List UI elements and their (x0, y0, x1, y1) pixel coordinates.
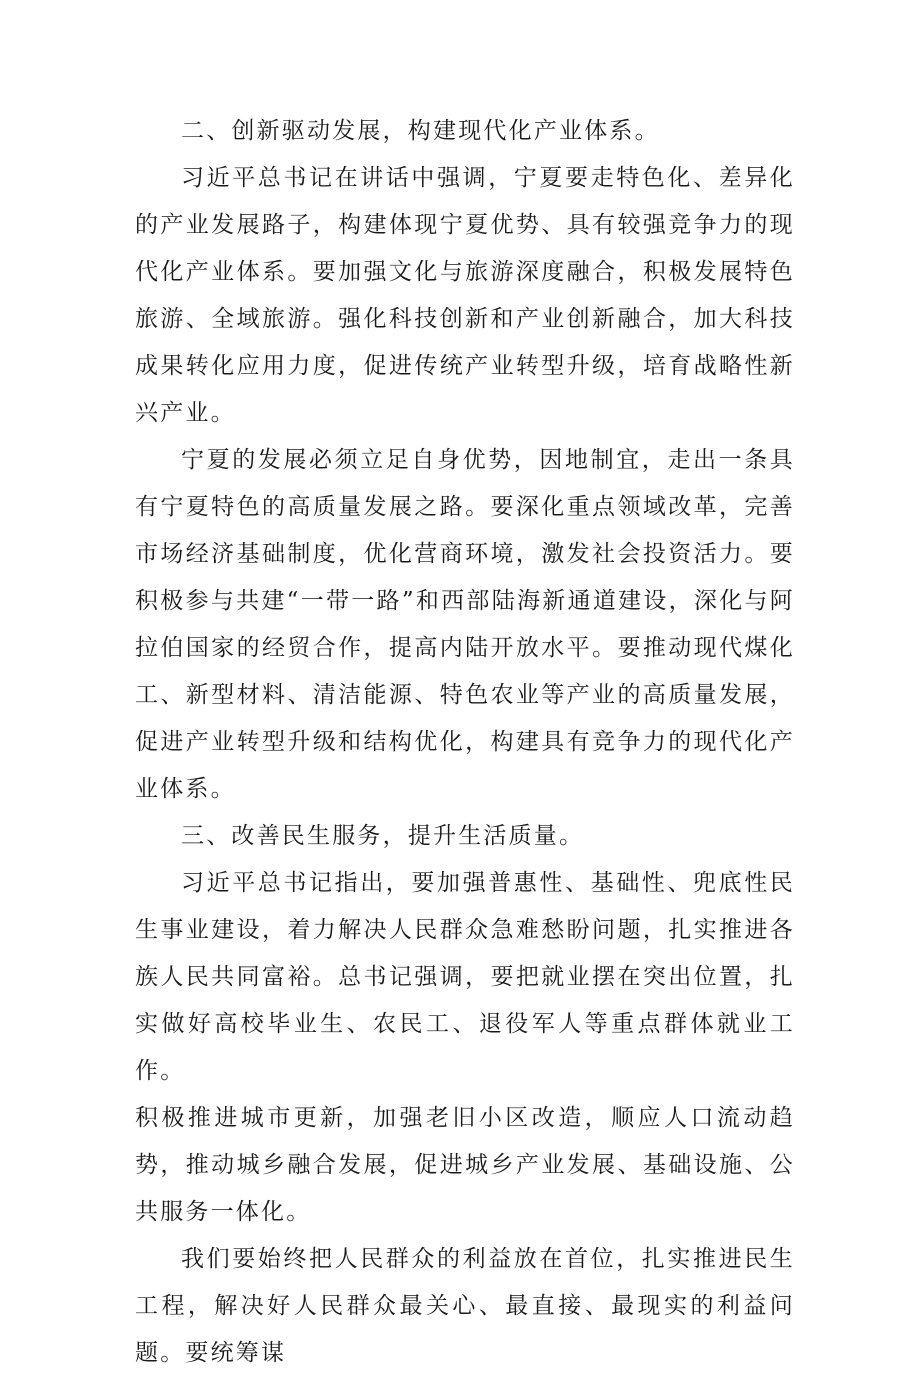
paragraph: 积极推进城市更新，加强老旧小区改造，顺应人口流动趋势，推动城乡融合发展，促进城乡产业发展、基础设施、公共服务一体化。 (135, 1105, 795, 1225)
document-body (135, 108, 795, 1377)
paragraph: 我们要始终把人民群众的利益放在首位，扎实推进民生工程，解决好人民群众最关心、最直接、最现实的利益问题。要统筹谋 (135, 1246, 795, 1366)
section-heading-2: 二、创新驱动发展，构建现代化产业体系。 (181, 118, 660, 144)
section-heading-3: 三、改善民生服务，提升生活质量。 (181, 823, 585, 849)
paragraph: 习近平总书记指出，要加强普惠性、基础性、兜底性民生事业建设，着力解决人民群众急难愁盼问题，扎实推进各族人民共同富裕。总书记强调，要把就业摆在突出位置，扎实做好高校毕业生、农民工、退役军人等重点群体就业工作。 (135, 870, 795, 1084)
paragraph: 习近平总书记在讲话中强调，宁夏要走特色化、差异化的产业发展路子，构建体现宁夏优势、具有较强竞争力的现代化产业体系。要加强文化与旅游深度融合，积极发展特色旅游、全域旅游。强化科技创新和产业创新融合，加大科技成果转化应用力度，促进传统产业转型升级，培育战略性新兴产业。 (135, 165, 795, 426)
paragraph: 宁夏的发展必须立足自身优势，因地制宜，走出一条具有宁夏特色的高质量发展之路。要深化重点领域改革，完善市场经济基础制度，优化营商环境，激发社会投资活力。要积极参与共建“一带一路”和西部陆海新通道建设，深化与阿拉伯国家的经贸合作，提高内陆开放水平。要推动现代煤化工、新型材料、清洁能源、特色农业等产业的高质量发展，促进产业转型升级和结构优化，构建具有竞争力的现代化产业体系。 (135, 447, 795, 802)
